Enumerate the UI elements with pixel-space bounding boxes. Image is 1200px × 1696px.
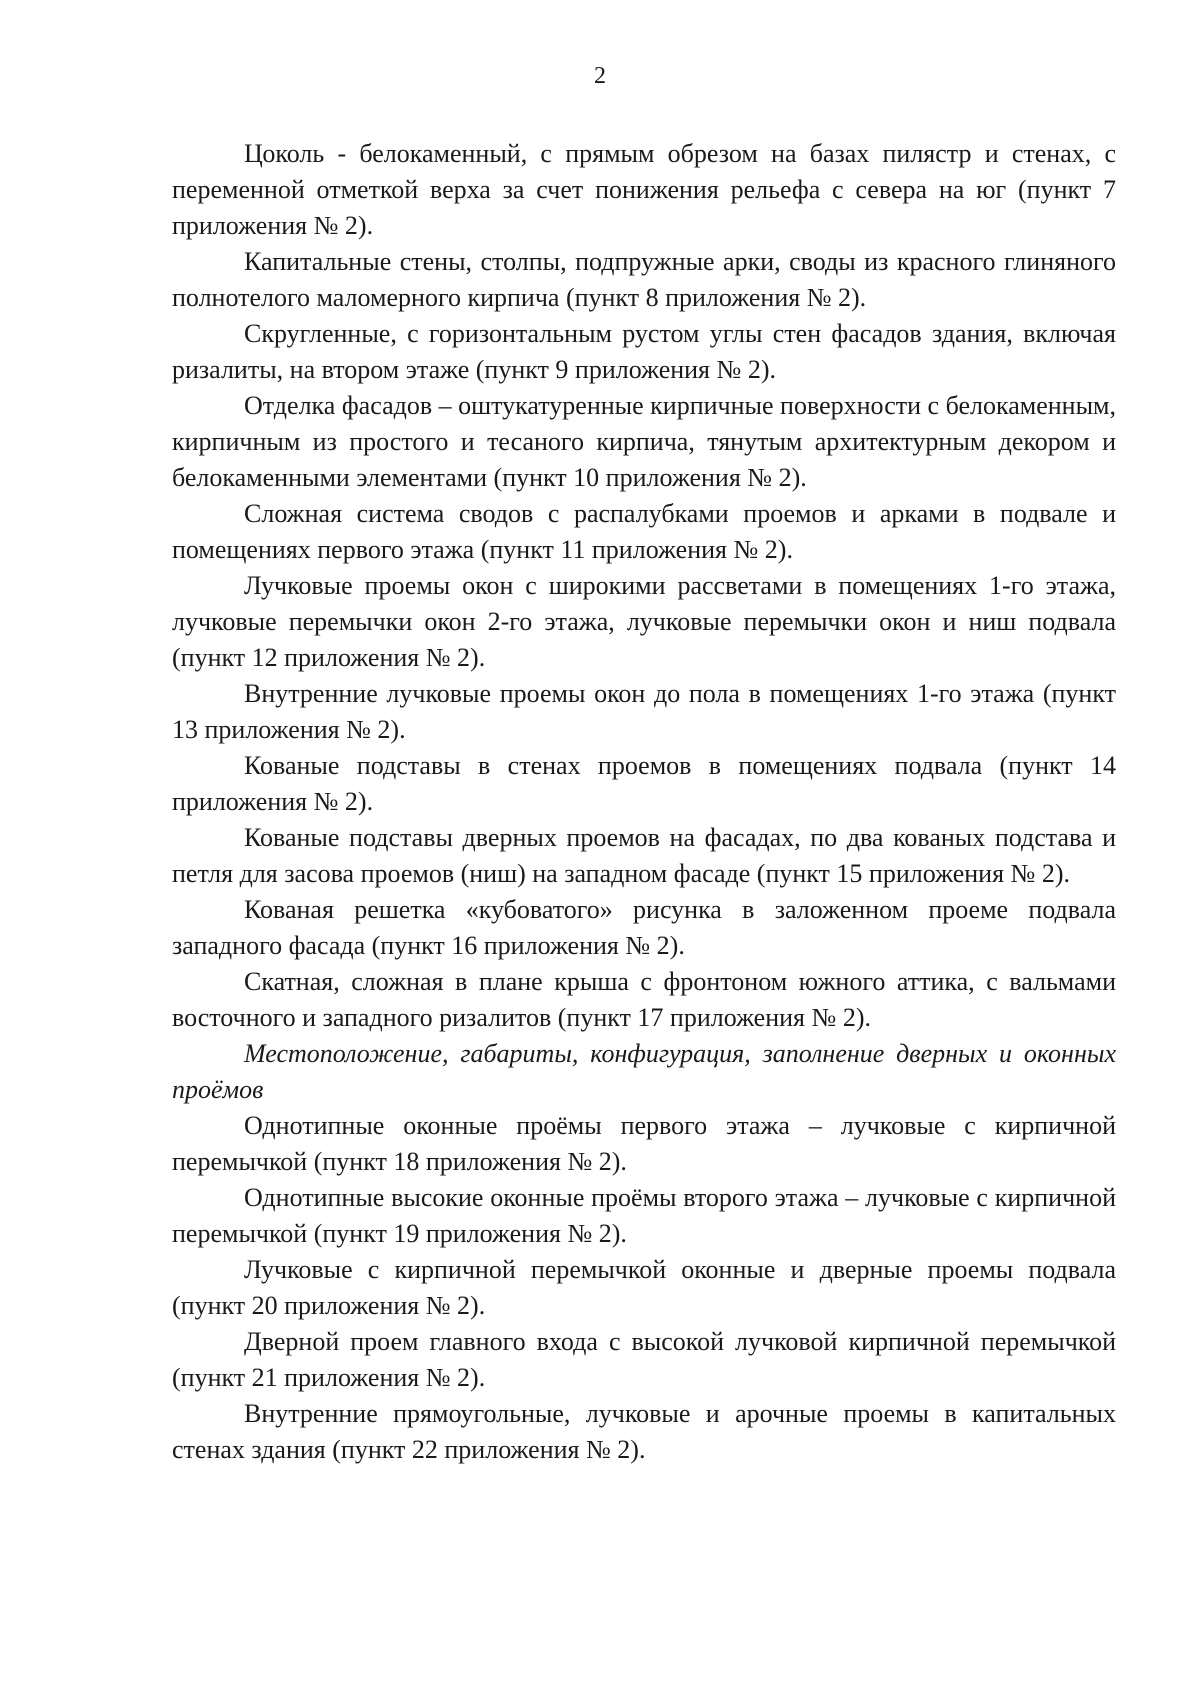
paragraph: Цоколь - белокаменный, с прямым обрезом на базах пилястр и стенах, с переменной отметкой верха за счет понижения рельефа с севера на юг (пункт 7 приложения № 2).	[172, 139, 1116, 240]
paragraph: Кованая решетка «кубоватого» рисунка в заложенном проеме подвала западного фасада (пункт 16 приложения № 2).	[172, 895, 1116, 960]
paragraph: Скатная, сложная в плане крыша с фронтоном южного аттика, с вальмами восточного и западного ризалитов (пункт 17 приложения № 2).	[172, 967, 1116, 1032]
paragraph: Внутренние лучковые проемы окон до пола в помещениях 1-го этажа (пункт 13 приложения № 2).	[172, 679, 1116, 744]
paragraph: Внутренние прямоугольные, лучковые и арочные проемы в капитальных стенах здания (пункт 22 приложения № 2).	[172, 1399, 1116, 1464]
paragraph: Дверной проем главного входа с высокой лучковой кирпичной перемычкой (пункт 21 приложения № 2).	[172, 1327, 1116, 1392]
document-body	[172, 136, 1116, 1468]
paragraph: Однотипные оконные проёмы первого этажа – лучковые с кирпичной перемычкой (пункт 18 приложения № 2).	[172, 1111, 1116, 1176]
page-number: 2	[594, 63, 606, 89]
paragraph: Скругленные, с горизонтальным рустом углы стен фасадов здания, включая ризалиты, на втором этаже (пункт 9 приложения № 2).	[172, 319, 1116, 384]
paragraph: Однотипные высокие оконные проёмы второго этажа – лучковые с кирпичной перемычкой (пункт 19 приложения № 2).	[172, 1183, 1116, 1248]
paragraph: Капитальные стены, столпы, подпружные арки, своды из красного глиняного полнотелого маломерного кирпича (пункт 8 приложения № 2).	[172, 247, 1116, 312]
paragraph: Лучковые проемы окон с широкими рассветами в помещениях 1-го этажа, лучковые перемычки окон 2-го этажа, лучковые перемычки окон и ниш подвала (пункт 12 приложения № 2).	[172, 571, 1116, 672]
paragraph: Отделка фасадов – оштукатуренные кирпичные поверхности с белокаменным, кирпичным из простого и тесаного кирпича, тянутым архитектурным декором и белокаменными элементами (пункт 10 приложения № 2).	[172, 391, 1116, 492]
section-heading: Местоположение, габариты, конфигурация, заполнение дверных и оконных проёмов	[172, 1039, 1116, 1104]
paragraph: Сложная система сводов с распалубками проемов и арками в подвале и помещениях первого этажа (пункт 11 приложения № 2).	[172, 499, 1116, 564]
paragraph: Кованые подставы в стенах проемов в помещениях подвала (пункт 14 приложения № 2).	[172, 751, 1116, 816]
paragraph: Лучковые с кирпичной перемычкой оконные и дверные проемы подвала (пункт 20 приложения № 2).	[172, 1255, 1116, 1320]
paragraph: Кованые подставы дверных проемов на фасадах, по два кованых подстава и петля для засова проемов (ниш) на западном фасаде (пункт 15 приложения № 2).	[172, 823, 1116, 888]
